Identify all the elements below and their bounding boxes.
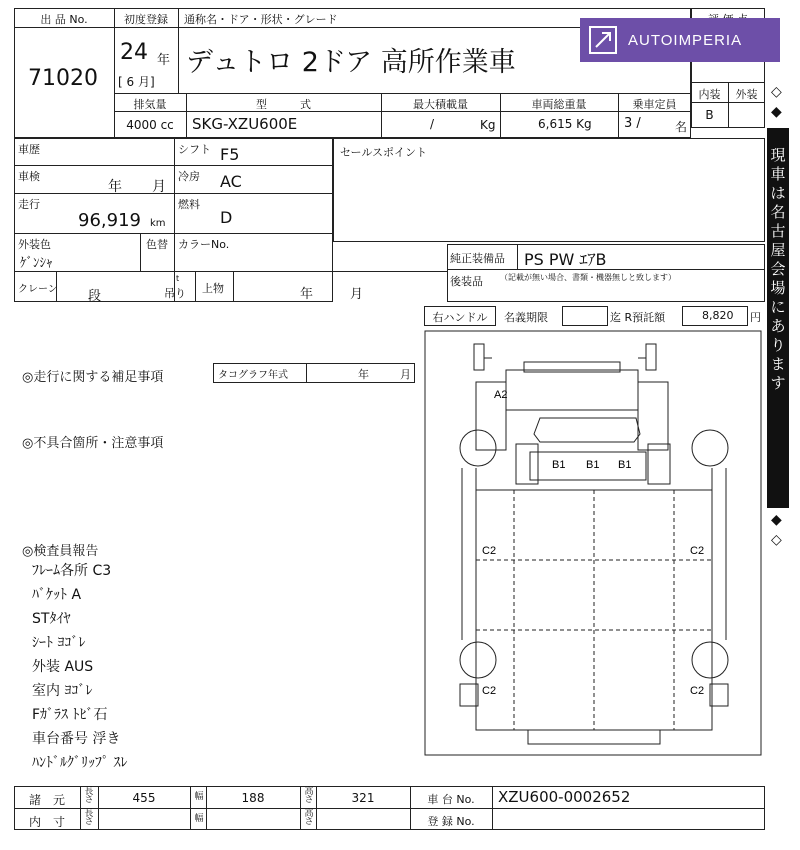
tacho-label: タコグラフ年式 xyxy=(218,370,288,381)
mark-c2: C2 xyxy=(482,545,497,557)
crane-stage: 段 xyxy=(88,289,102,304)
equipment-label: 純正装備品 xyxy=(450,252,505,265)
report-line: 外装 AUS xyxy=(32,659,94,675)
mirror-right xyxy=(646,344,656,370)
model-label: 型 式 xyxy=(256,98,311,111)
mark-c2: C2 xyxy=(690,545,705,557)
report-line: ﾌﾚｰﾑ各所 C3 xyxy=(32,563,112,579)
size-label: 内 寸 xyxy=(28,815,65,829)
report-title: ◎検査員報告 xyxy=(22,544,99,559)
mileage-label: 走行 xyxy=(18,198,40,211)
mark-a2: A2 xyxy=(494,389,508,401)
inspection-label: 車検 xyxy=(18,170,40,183)
brand-logo-icon xyxy=(588,25,618,55)
color-value: ｹﾞﾝｼｬ xyxy=(20,256,53,271)
interior-label: 内装 xyxy=(698,88,721,101)
capacity-label: 乗車定員 xyxy=(632,98,677,111)
diamond-icon: ◆ xyxy=(771,512,782,528)
lot-label: 出 品 No. xyxy=(40,13,88,26)
aftermarket-note: （記載が無い場合、書類・機器無しと致します） xyxy=(500,273,676,282)
crane-lift: 吊り xyxy=(164,287,186,300)
mark-b1: B1 xyxy=(618,459,632,471)
ac-value: AC xyxy=(220,172,242,191)
report-line: Fｶﾞﾗｽ ﾄﾋﾞ石 xyxy=(32,707,108,723)
diamond-icon: ◇ xyxy=(771,532,782,548)
body-month: 月 xyxy=(350,287,364,302)
max-load-label: 最大積載量 xyxy=(413,98,468,111)
mark-c2: C2 xyxy=(482,685,497,697)
reg-year: 24 xyxy=(120,40,148,65)
brand-name: AUTOIMPERIA xyxy=(628,31,743,49)
recycle-label: 迄 R預託額 xyxy=(610,311,666,324)
diamond-icon: ◇ xyxy=(771,84,782,100)
body-year: 年 xyxy=(300,287,314,302)
wheel-front-right xyxy=(692,430,728,466)
brand-banner xyxy=(580,18,780,62)
expiry-label: 名義期限 xyxy=(504,311,548,324)
location-notice-text: 現車は名古屋会場にあります xyxy=(770,146,786,392)
width-label: 幅 xyxy=(194,814,204,824)
mark-c2: C2 xyxy=(690,685,705,697)
first-reg-label: 初度登録 xyxy=(124,13,168,26)
gross-weight-value: 6,615 Kg xyxy=(538,117,592,131)
tacho-year: 年 xyxy=(358,368,369,381)
report-line: 車台番号 浮き xyxy=(32,731,121,747)
width-label: 幅 xyxy=(194,792,204,802)
equipment-value: PS PW ｴｱB xyxy=(524,250,607,269)
wheel-rear-right xyxy=(692,642,728,678)
fuel-value: D xyxy=(220,208,233,227)
reg-year-unit: 年 xyxy=(157,53,171,68)
wheel-front-left xyxy=(460,430,496,466)
driving-title: ◎走行に関する補足事項 xyxy=(22,370,164,385)
defects-title: ◎不具合箇所・注意事項 xyxy=(22,436,164,451)
inspection-year: 年 xyxy=(108,179,122,195)
color-label: 外装色 xyxy=(18,238,51,251)
reg-number-label: 登 録 No. xyxy=(427,815,475,828)
report-line: ﾊﾞｹｯﾄ A xyxy=(32,587,82,603)
capacity-unit: 名 xyxy=(675,120,688,134)
sales-point-label: セールスポイント xyxy=(340,146,428,159)
length-value: 455 xyxy=(132,791,156,805)
max-load-unit: Kg xyxy=(480,118,496,132)
length-label: 長さ xyxy=(84,787,94,805)
vehicle-diagram xyxy=(424,330,764,758)
windshield xyxy=(534,418,640,442)
width-value: 188 xyxy=(241,791,265,805)
color-no-label: カラーNo. xyxy=(178,238,230,251)
shift-value: F5 xyxy=(220,145,240,164)
length-label: 長さ xyxy=(84,809,94,827)
height-label: 高さ xyxy=(304,809,314,827)
interior-grade: B xyxy=(705,108,714,122)
fuel-label: 燃料 xyxy=(178,198,200,211)
mirror-left xyxy=(474,344,484,370)
reg-month: [ 6 月] xyxy=(118,75,155,89)
crane-ton-unit: t xyxy=(176,274,180,283)
crane-label: クレーン xyxy=(18,284,58,295)
max-load-value: / xyxy=(430,117,435,131)
inspection-month: 月 xyxy=(152,179,166,195)
lot-number: 71020 xyxy=(28,66,98,91)
exterior-label: 外装 xyxy=(735,88,758,101)
recycle-amount: 8,820 xyxy=(702,309,734,322)
handle-value: 右ハンドル xyxy=(432,311,488,324)
rear-bumper xyxy=(528,730,660,744)
report-line: ﾊﾝﾄﾞﾙｸﾞﾘｯﾌﾟ ｽﾚ xyxy=(32,755,128,771)
height-label: 高さ xyxy=(304,787,314,805)
height-value: 321 xyxy=(351,791,375,805)
model-value: SKG-XZU600E xyxy=(192,115,298,133)
expiry-box xyxy=(562,306,608,326)
report-line: 室内 ﾖｺﾞﾚ xyxy=(32,683,93,699)
capacity-value: 3 / xyxy=(624,116,641,131)
mileage-unit: km xyxy=(150,218,166,229)
shift-label: シフト xyxy=(178,143,211,156)
aftermarket-label: 後装品 xyxy=(450,275,483,288)
body-label: 上物 xyxy=(202,282,224,295)
diamond-icon: ◆ xyxy=(771,104,782,120)
location-notice xyxy=(767,128,789,508)
gross-weight-label: 車両総重量 xyxy=(531,98,587,111)
spec-label: 諸 元 xyxy=(28,793,65,807)
ac-label: 冷房 xyxy=(178,170,200,183)
vehicle-name: デュトロ 2ドア 高所作業車 xyxy=(186,47,516,78)
name-label: 通称名・ドア・形状・グレード xyxy=(184,13,338,26)
history-label: 車歴 xyxy=(18,143,40,156)
chassis-label: 車 台 No. xyxy=(427,793,475,806)
color-change-label: 色替 xyxy=(146,238,168,251)
report-line: ｼｰﾄ ﾖｺﾞﾚ xyxy=(32,635,86,651)
mark-b1: B1 xyxy=(552,459,566,471)
displacement-label: 排気量 xyxy=(133,98,167,111)
mileage-value: 96,919 xyxy=(78,210,141,231)
displacement-value: 4000 cc xyxy=(126,118,174,132)
report-line: STﾀｲﾔ xyxy=(32,611,71,627)
chassis-number: XZU600-0002652 xyxy=(498,788,631,806)
mark-b1: B1 xyxy=(586,459,600,471)
recycle-unit: 円 xyxy=(750,311,761,324)
tacho-month: 月 xyxy=(400,368,411,381)
wheel-rear-left xyxy=(460,642,496,678)
